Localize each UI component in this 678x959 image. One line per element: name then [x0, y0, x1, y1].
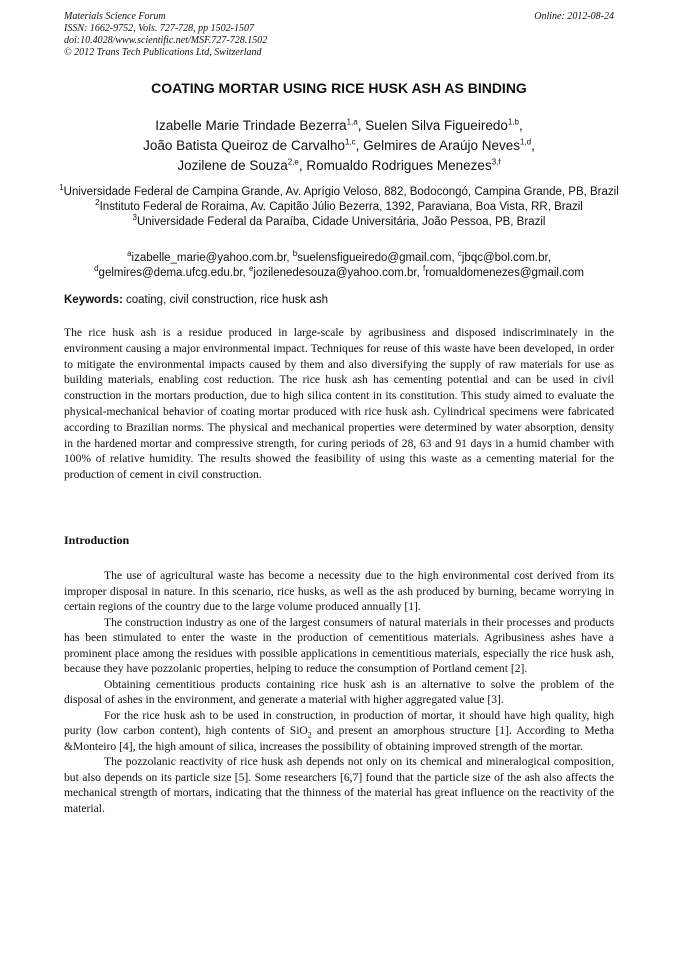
email-line: $^a$izabelle_marie@yahoo.com.br, $^b$suelensfigueiredo@gmail.com, $^c$jbqc@bol.com.br, — [127, 249, 551, 264]
section-heading: Introduction — [64, 533, 130, 547]
author-name: Romualdo Rodrigues Menezes — [306, 158, 492, 173]
introduction-body — [64, 568, 614, 816]
author-emails — [40, 251, 638, 281]
keywords — [64, 294, 624, 306]
email-address: jbqc@bol.com.br, — [461, 252, 551, 264]
journal-issn: ISSN: 1662-9752, Vols. 727-728, pp 1502-1507 — [64, 23, 254, 34]
affiliation: $^1$Universidade Federal de Campina Grande, Av. Aprígio Veloso, 882, Bodocongó, Campina Grande, PB, Brazil — [59, 183, 619, 198]
author-name: Suelen Silva Figueiredo — [365, 118, 508, 133]
author-name: Jozilene de Souza — [177, 158, 288, 173]
keywords-text: coating, civil construction, rice husk ash — [122, 294, 328, 306]
author-affil-marker: 1,c — [344, 137, 356, 147]
author-name: Izabelle Marie Trindade Bezerra — [155, 118, 347, 133]
email-address: izabelle_marie@yahoo.com.br, — [131, 252, 293, 264]
journal-name: Materials Science Forum — [64, 11, 166, 22]
author-line: Izabelle Marie Trindade Bezerra$^{1,a}$, Suelen Silva Figueiredo$^{1,b}$, — [155, 117, 523, 133]
email-address: gelmires@dema.ufcg.edu.br, — [98, 267, 249, 279]
email-address: jozilenedesouza@yahoo.com.br, — [253, 267, 423, 279]
author-affil-marker: 1,a — [346, 117, 358, 127]
paragraph: The pozzolanic reactivity of rice husk ash depends not only on its chemical and mineralogical composition, but also depends on its particle size [5]. Some researchers [6,7] found that the particle size of the ash also affects the mechanical strength of mortars, indicating that the thinness of the material has great influence on the reactivity of the material. — [64, 755, 614, 815]
affiliations — [40, 185, 638, 230]
author-affil-marker: 1,d — [520, 137, 532, 147]
email-address: suelensfigueiredo@gmail.com, — [297, 252, 458, 264]
affiliation: $^3$Universidade Federal da Paraíba, Cidade Universitária, João Pessoa, PB, Brazil — [132, 213, 546, 228]
journal-header — [64, 11, 267, 59]
journal-doi: doi:10.4028/www.scientific.net/MSF.727-728.1502 — [64, 35, 268, 46]
author-line: Jozilene de Souza$^{2,e}$, Romualdo Rodrigues Menezes$^{3,f}$ — [177, 157, 501, 173]
author-name: João Batista Queiroz de Carvalho — [143, 138, 345, 153]
author-affil-marker: 2,e — [287, 157, 299, 167]
author-line: João Batista Queiroz de Carvalho$^{1,c}$, Gelmires de Araújo Neves$^{1,d}$, — [143, 137, 535, 153]
keywords-label: Keywords: — [64, 294, 123, 306]
paragraph: The construction industry as one of the largest consumers of natural materials in their processes and products has been stimulated to enter the waste in the production of cementitious materials. Agribusiness ashes have a prominent place among the residues with possible applications in cementitious materials, especially the rice husk ash, because they have pozzolanic properties, helping to reduce the consumption of Portland cement [2]. — [64, 615, 614, 675]
email-address: romualdomenezes@gmail.com — [425, 267, 584, 279]
affiliation: $^2$Instituto Federal de Roraima, Av. Capitão Júlio Bezerra, 1392, Paraviana, Boa Vista, RR, Brazil — [95, 198, 583, 213]
abstract: The rice husk ash is a residue produced in large-scale by agribusiness and disposed indiscriminately in the environment causing a major environmental impact. Techniques for reuse of this waste have been developed, in order to mitigate the environmental impacts caused by them and also diversifying the supply of raw materials for use as building materials, enabling cost reduction. The rice husk ash has cementing potential and can be used in civil construction in the mortars production, due to high silica content in its constitution. This study aimed to evaluate the physical-mechanical behavior of coating mortar produced with rice husk ash. Cylindrical specimens were fabricated according to Brazilian norms. The physical and mechanical properties were determined by water absorption, density in the hardened mortar and compressive strength, for curing periods of 28, 63 and 91 days in a humid chamber with 100% of relative humidity. The results showed the feasibility of using this waste as a cementing material for the production of cement in civil construction. — [64, 326, 614, 482]
paper-title: COATING MORTAR USING RICE HUSK ASH AS BINDING — [151, 80, 527, 96]
journal-copyright: © 2012 Trans Tech Publications Ltd, Switzerland — [64, 47, 262, 58]
author-name: Gelmires de Araújo Neves — [363, 138, 520, 153]
author-list — [54, 116, 624, 176]
paragraph: Obtaining cementitious products containing rice husk ash is an alternative to solve the problem of the disposal of ashes in the environment, and generate a material with higher aggregated value [3]. — [64, 677, 614, 706]
paragraph: The use of agricultural waste has become a necessity due to the high environmental cost derived from its improper disposal in nature. In this scenario, rice husks, as well as the ash produced by burning, became worrying in certain regions of the country due to the large volume produced annually [1]. — [64, 569, 614, 613]
paragraph: For the rice husk ash to be used in construction, in production of mortar, it should have high quality, high purity (low carbon content), high contents of SiO$_2$ and present an amorphous structure [1]. According to Metha &Monteiro [4], the high amount of silica, increases the possibility of obtaining improved strength of the mortar. — [64, 708, 614, 753]
author-affil-marker: 1,b — [507, 117, 519, 127]
email-line: $^d$gelmires@dema.ufcg.edu.br, $^e$jozilenedesouza@yahoo.com.br, $^f$romualdomenezes@gmail.com — [94, 264, 584, 279]
author-affil-marker: 3,f — [491, 157, 501, 167]
online-date: Online: 2012-08-24 — [534, 11, 614, 22]
